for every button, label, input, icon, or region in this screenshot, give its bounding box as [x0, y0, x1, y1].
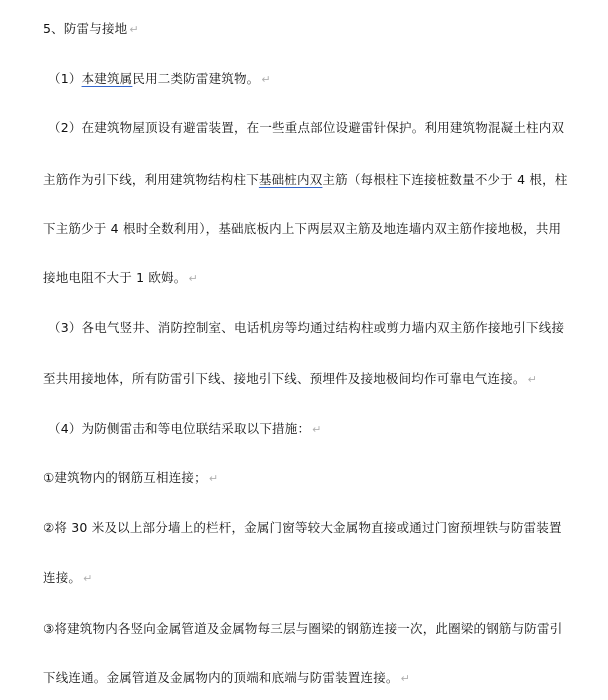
paragraph-mark-icon: ↵ — [83, 572, 93, 585]
text-segment: （4）为防侧雷击和等电位联结采取以下措施： — [48, 421, 311, 436]
list-item — [43, 520, 562, 536]
paragraph-mark-icon: ↵ — [400, 672, 411, 685]
paragraph-line — [43, 371, 537, 388]
section-heading — [43, 21, 139, 38]
text-segment: ③将建筑物内各竖向金属管道及金属物每三层与圈梁的钢筋连接一次，此圈梁的钢筋与防雷引 — [43, 621, 563, 636]
paragraph-mark-icon: ↵ — [129, 23, 139, 36]
text-segment: （1） — [48, 71, 82, 86]
text-segment: 接地电阻不大于 1 欧姆。 — [43, 270, 187, 285]
paragraph-mark-icon: ↵ — [208, 472, 219, 485]
paragraph-line — [48, 320, 564, 336]
text-segment: ②将 30 米及以上部分墙上的栏杆，金属门窗等较大金属物直接或通过门窗预埋铁与防雷装置 — [43, 520, 562, 535]
text-segment: 连接。 — [43, 570, 82, 585]
paragraph-line — [43, 270, 198, 287]
list-item — [43, 621, 562, 637]
paragraph-mark-icon: ↵ — [261, 73, 271, 86]
text-segment: 民用二类防雷建筑物。 — [132, 71, 260, 86]
text-segment: ①建筑物内的钢筋互相连接； — [43, 470, 207, 485]
text-segment: 下主筋少于 4 根时全数利用），基础底板内上下两层双主筋及地连墙内双主筋作接地极，共用 — [43, 221, 562, 236]
paragraph-mark-icon: ↵ — [312, 423, 322, 436]
text-segment: （3）各电气竖井、消防控制室、电话机房等均通过结构柱或剪力墙内双主筋作接地引下线接 — [48, 320, 565, 335]
paragraph-line — [48, 421, 322, 438]
text-segment: 至共用接地体，所有防雷引下线、接地引下线、预埋件及接地极间均作可靠电气连接。 — [43, 371, 526, 386]
text-segment: （2）在建筑物屋顶设有避雷装置，在一些重点部位设避雷针保护。利用建筑物混凝土柱内双 — [48, 120, 565, 135]
paragraph-mark-icon: ↵ — [188, 272, 198, 285]
text-segment: 下线连通。金属管道及金属物内的顶端和底端与防雷装置连接。 — [43, 670, 399, 685]
text-segment: 5、防雷与接地 — [43, 21, 128, 36]
paragraph-line — [48, 120, 564, 136]
paragraph-line — [48, 71, 271, 88]
paragraph-line — [43, 172, 568, 188]
paragraph-mark-icon: ↵ — [527, 373, 538, 386]
text-segment-underlined: 本建筑属 — [81, 71, 133, 86]
paragraph-line — [43, 570, 93, 587]
text-segment: 主筋作为引下线，利用建筑物结构柱下 — [43, 172, 259, 187]
list-item — [43, 470, 218, 487]
paragraph-line — [43, 670, 410, 687]
paragraph-line — [43, 221, 561, 237]
text-segment: 主筋（每根柱下连接桩数量不少于 4 根，柱 — [322, 172, 568, 187]
text-segment-underlined: 基础桩内双 — [258, 172, 323, 187]
